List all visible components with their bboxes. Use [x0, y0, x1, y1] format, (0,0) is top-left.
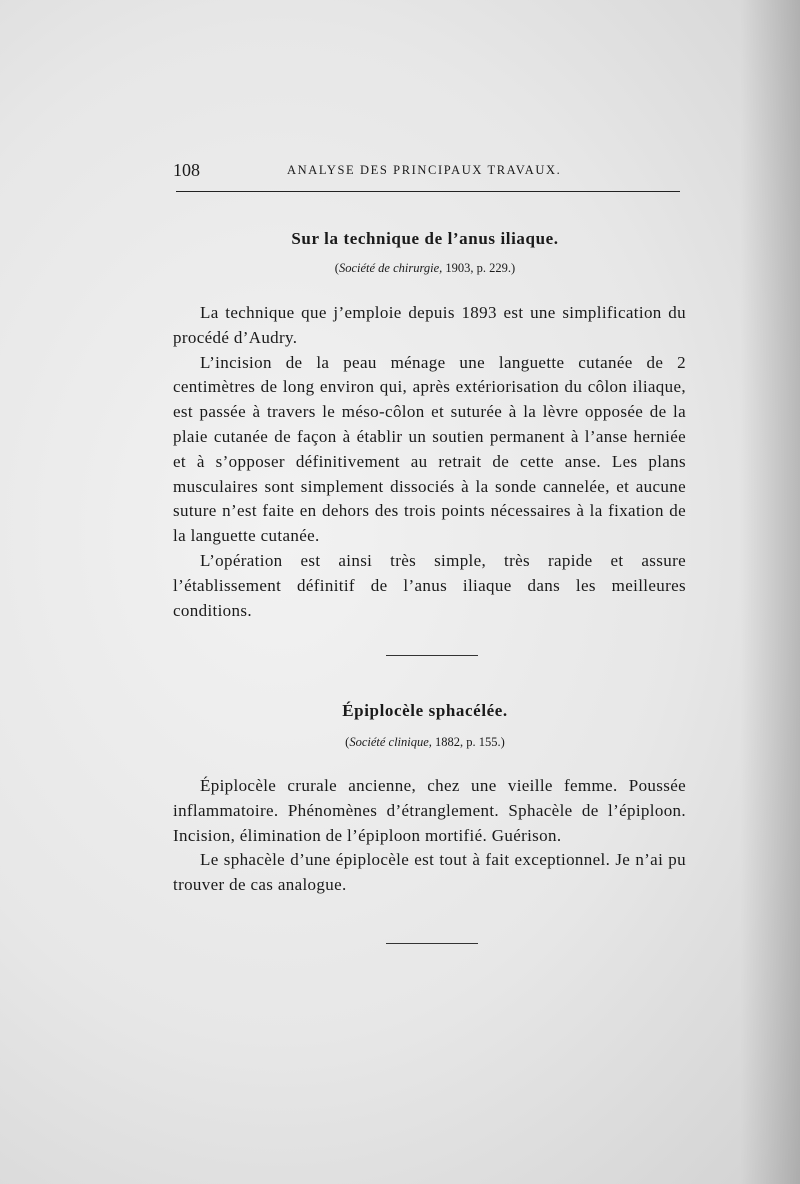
paragraph: Épiplocèle crurale ancienne, chez une vieille femme. Poussée inflammatoire. Phénomènes d’étranglement. Sphacèle de l’épiploon. Incision, élimination de l’épiploon mortifié. Guérison.: [173, 776, 686, 845]
paragraph: Le sphacèle d’une épiplocèle est tout à fait exceptionnel. Je n’ai pu trouver de cas analogue.: [173, 850, 686, 895]
ref-close-paren: ): [500, 735, 505, 749]
header-rule: [176, 191, 680, 192]
section-title: Épiplocèle sphacélée.: [342, 701, 508, 720]
running-head: [173, 160, 680, 184]
paragraph: L’opération est ainsi très simple, très rapide et assure l’établissement définitif de l’anus iliaque dans les meilleures conditions.: [173, 550, 686, 620]
section-reference: [170, 735, 680, 750]
section-body: [173, 301, 686, 623]
section-separator: [386, 655, 478, 656]
section-reference: [170, 261, 680, 276]
section-body: [173, 774, 686, 898]
ref-source: Société de chirurgie,: [338, 261, 443, 275]
paragraph: L’incision de la peau ménage une languette cutanée de 2 centimètres de long environ qui, après extériorisation du côlon iliaque, est passée à travers le méso-côlon et suturée à la lèvre opposée de la plaie cutanée de façon à établir un soutien permanent à l’anse herniée et à s’opposer définitivement au retrait de cette anse. Les plans musculaires sont simplement dissociés à la sonde cannelée, et aucune suture n’est faite en dehors des trois points nécessaires à la fixation de la languette cutanée.: [173, 352, 686, 546]
ref-source: Société clinique,: [349, 735, 432, 749]
running-title: ANALYSE DES PRINCIPAUX TRAVAUX.: [287, 163, 562, 177]
paragraph: La technique que j’emploie depuis 1893 est une simplification du procédé d’Audry.: [173, 303, 686, 347]
page-number: 108: [173, 160, 200, 180]
ref-open-paren: (: [345, 735, 350, 749]
section-title: Sur la technique de l’anus iliaque.: [291, 229, 559, 248]
section-separator: [386, 943, 478, 944]
ref-detail: 1903, p. 229.: [442, 261, 512, 275]
ref-close-paren: ): [511, 261, 516, 275]
page-edge-shadow: [740, 0, 800, 1184]
ref-detail: 1882, p. 155.: [431, 735, 501, 749]
ref-open-paren: (: [334, 261, 339, 275]
